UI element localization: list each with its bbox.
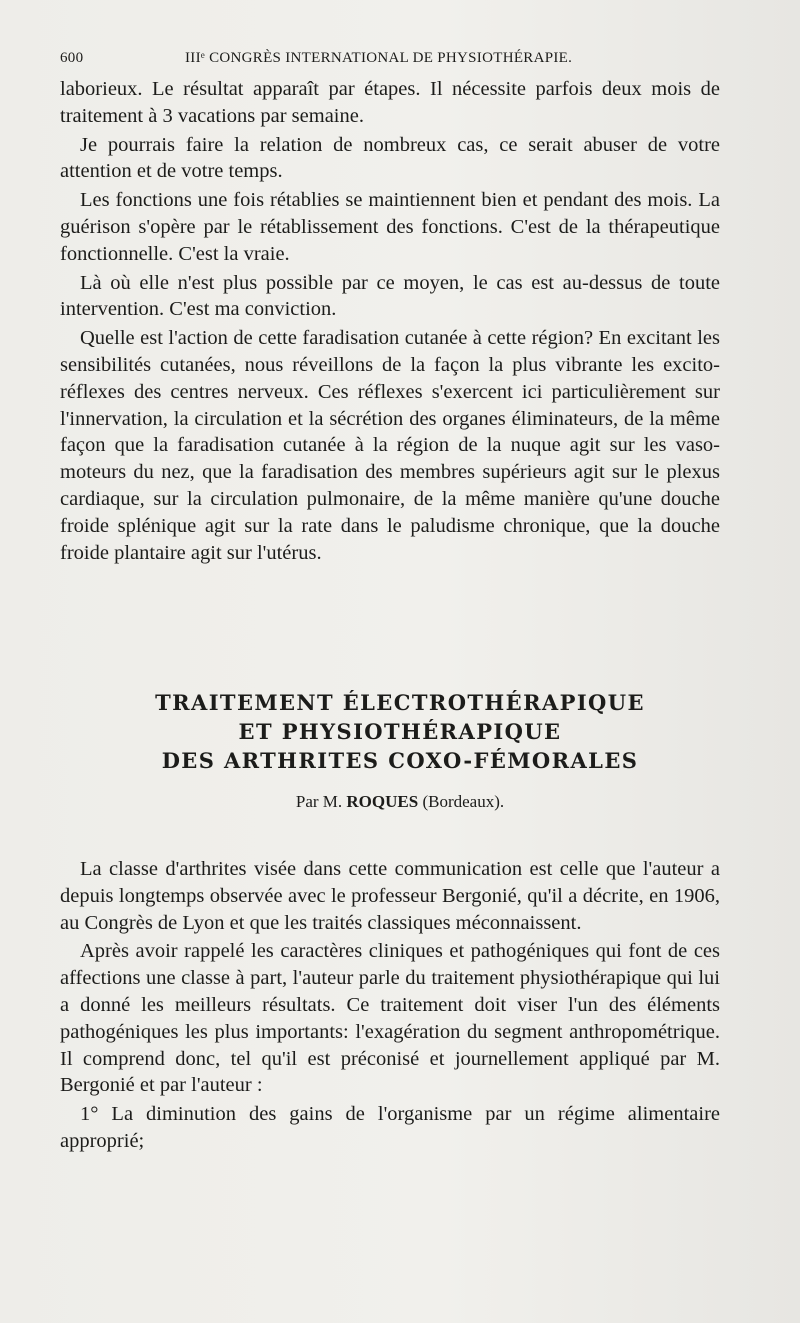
paragraph: Là où elle n'est plus possible par ce moyen, le cas est au-dessus de toute intervention. C'est ma conviction. bbox=[60, 271, 720, 321]
article-title-line: ET PHYSIOTHÉRAPIQUE bbox=[238, 719, 562, 744]
article-title-line: DES ARTHRITES COXO-FÉMORALES bbox=[161, 748, 639, 773]
running-header-title: IIIᵉ CONGRÈS INTERNATIONAL DE PHYSIOTHÉRAPIE. bbox=[185, 50, 573, 66]
paragraph: Je pourrais faire la relation de nombreux cas, ce serait abuser de votre attention et de votre temps. bbox=[60, 133, 720, 183]
paragraph: Après avoir rappelé les caractères cliniques et pathogéniques qui font de ces affections une classe à part, l'auteur parle du traitement physiothérapique qui lui a donné les meilleurs résultats. Ce traitement doit viser l'un des éléments pathogéniques les plus importants: l'exagération du segment anthropométrique. Il comprend donc, tel qu'il est préconisé et journellement appliqué par M. Bergonié et par l'auteur : bbox=[60, 940, 720, 1097]
byline-prefix: Par M. bbox=[295, 792, 343, 811]
paragraph: 1° La diminution des gains de l'organisme par un régime alimentaire approprié; bbox=[60, 1103, 720, 1152]
page-number: 600 bbox=[60, 50, 84, 66]
article-title-line: TRAITEMENT ÉLECTROTHÉRAPIQUE bbox=[155, 690, 645, 715]
article-byline bbox=[60, 792, 740, 812]
byline-place: (Bordeaux). bbox=[422, 792, 505, 811]
paragraph: La classe d'arthrites visée dans cette communication est celle que l'auteur a depuis longtemps observée avec le professeur Bergonié, qu'il a décrite, en 1906, au Congrès de Lyon et que les traités classiques méconnaissent. bbox=[60, 858, 720, 934]
paragraph: Quelle est l'action de cette faradisation cutanée à cette région? En excitant les sensibilités cutanées, nous réveillons de la façon la plus vibrante les excito-réflexes des centres nerveux. Ces réflexes s'exercent ici particulièrement sur l'innervation, la circulation et la sécrétion des organes éliminateurs, de la même façon que la faradisation cutanée à la région de la nuque agit sur les vaso-moteurs du nez, que la faradisation des membres supérieurs agit sur le plexus cardiaque, sur la circulation pulmonaire, de la même manière qu'une douche froide splénique agit sur la rate dans le paludisme chronique, que la douche froide plantaire agit sur l'utérus. bbox=[60, 327, 720, 564]
running-header bbox=[60, 50, 720, 70]
byline-author: ROQUES bbox=[346, 792, 419, 811]
paragraph: laborieux. Le résultat apparaît par étapes. Il nécessite parfois deux mois de traitement à 3 vacations par semaine. bbox=[60, 78, 720, 127]
article-body bbox=[60, 856, 720, 1157]
article-title bbox=[60, 688, 740, 775]
paragraph: Les fonctions une fois rétablies se maintiennent bien et pendant des mois. La guérison s'opère par le rétablissement des fonctions. C'est de la thérapeutique fonctionnelle. C'est la vraie. bbox=[60, 189, 720, 265]
previous-article-text bbox=[60, 76, 720, 568]
